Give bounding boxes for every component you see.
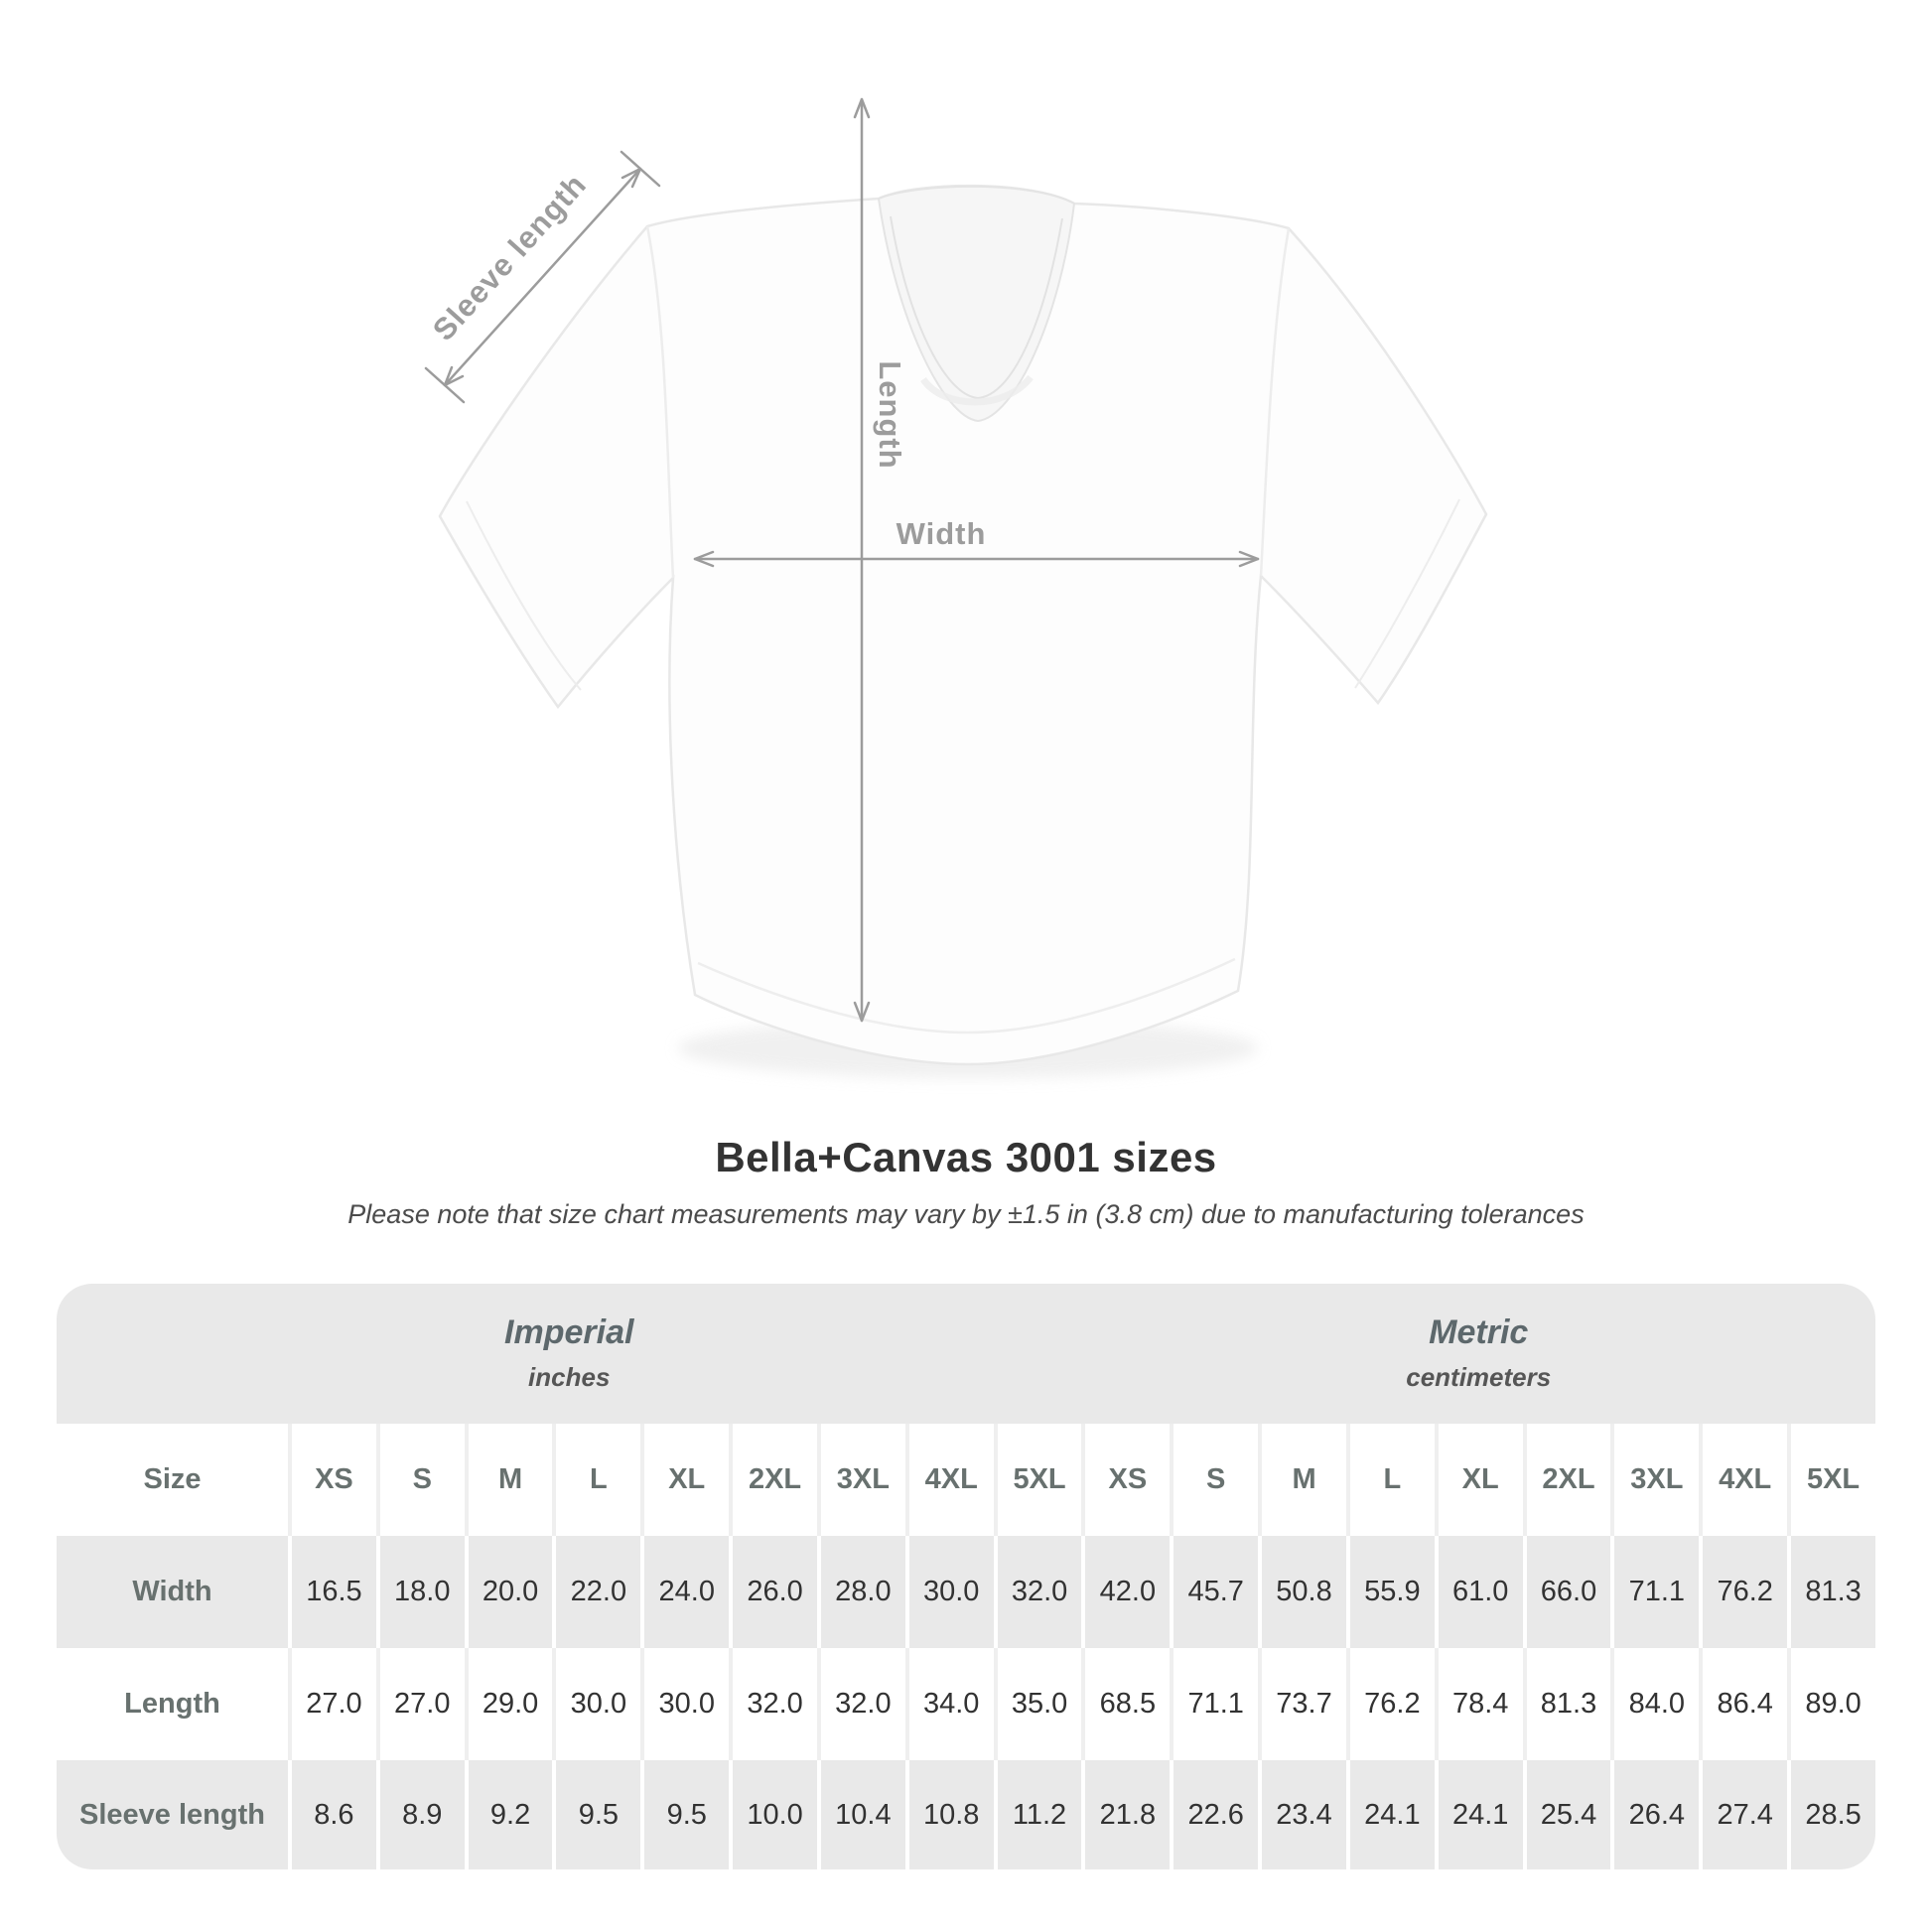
value-cell: 8.6 [288,1760,376,1869]
value-cell: 71.1 [1610,1536,1699,1648]
size-header-imperial: 5XL [994,1424,1082,1536]
length-label: Length [873,360,907,470]
size-header-imperial: XS [288,1424,376,1536]
value-cell: 11.2 [994,1760,1082,1869]
value-cell: 30.0 [552,1648,640,1760]
size-header-imperial: 3XL [817,1424,905,1536]
value-cell: 42.0 [1081,1536,1170,1648]
value-cell: 9.2 [465,1760,553,1869]
value-cell: 24.0 [640,1536,729,1648]
metric-units: centimeters [1406,1361,1552,1392]
size-header-metric: 3XL [1610,1424,1699,1536]
size-header-metric: M [1258,1424,1346,1536]
value-cell: 32.0 [817,1648,905,1760]
value-cell: 84.0 [1610,1648,1699,1760]
value-cell: 55.9 [1346,1536,1435,1648]
value-cell: 50.8 [1258,1536,1346,1648]
value-cell: 68.5 [1081,1648,1170,1760]
value-cell: 10.4 [817,1760,905,1869]
value-cell: 25.4 [1523,1760,1611,1869]
value-cell: 34.0 [905,1648,994,1760]
value-cell: 16.5 [288,1536,376,1648]
size-header-imperial: XL [640,1424,729,1536]
value-cell: 78.4 [1435,1648,1523,1760]
size-header-metric: L [1346,1424,1435,1536]
size-header-row [57,1424,1875,1536]
size-header-imperial: S [376,1424,465,1536]
value-cell: 27.4 [1699,1760,1787,1869]
size-header-metric: 4XL [1699,1424,1787,1536]
size-chart-table [57,1284,1875,1869]
value-cell: 27.0 [288,1648,376,1760]
page-title: Bella+Canvas 3001 sizes [715,1134,1217,1180]
value-cell: 35.0 [994,1648,1082,1760]
size-header-imperial: 2XL [729,1424,817,1536]
unit-section-row [57,1284,1875,1424]
size-column-header: Size [57,1424,288,1536]
value-cell: 26.0 [729,1536,817,1648]
imperial-units: inches [528,1361,611,1392]
page-subtitle: Please note that size chart measurements may vary by ±1.5 in (3.8 cm) due to manufacturing tolerances [347,1199,1585,1229]
value-cell: 30.0 [640,1648,729,1760]
measurement-row [57,1648,1875,1760]
value-cell: 26.4 [1610,1760,1699,1869]
value-cell: 73.7 [1258,1648,1346,1760]
value-cell: 32.0 [729,1648,817,1760]
size-header-metric: 5XL [1787,1424,1875,1536]
value-cell: 30.0 [905,1536,994,1648]
value-cell: 86.4 [1699,1648,1787,1760]
size-header-metric: XL [1435,1424,1523,1536]
row-label: Width [57,1536,288,1648]
measurement-row [57,1536,1875,1648]
value-cell: 20.0 [465,1536,553,1648]
size-header-imperial: M [465,1424,553,1536]
value-cell: 61.0 [1435,1536,1523,1648]
value-cell: 76.2 [1699,1536,1787,1648]
value-cell: 27.0 [376,1648,465,1760]
size-header-metric: 2XL [1523,1424,1611,1536]
value-cell: 29.0 [465,1648,553,1760]
metric-section-header [1081,1284,1875,1424]
imperial-title: Imperial [504,1313,634,1352]
value-cell: 89.0 [1787,1648,1875,1760]
value-cell: 24.1 [1346,1760,1435,1869]
value-cell: 45.7 [1170,1536,1258,1648]
value-cell: 24.1 [1435,1760,1523,1869]
tshirt-image [440,186,1486,1064]
size-header-imperial: 4XL [905,1424,994,1536]
value-cell: 23.4 [1258,1760,1346,1869]
value-cell: 76.2 [1346,1648,1435,1760]
value-cell: 66.0 [1523,1536,1611,1648]
size-header-imperial: L [552,1424,640,1536]
row-label: Sleeve length [57,1760,288,1869]
value-cell: 9.5 [552,1760,640,1869]
value-cell: 22.6 [1170,1760,1258,1869]
value-cell: 21.8 [1081,1760,1170,1869]
value-cell: 28.5 [1787,1760,1875,1869]
size-header-metric: XS [1081,1424,1170,1536]
value-cell: 10.8 [905,1760,994,1869]
row-label: Length [57,1648,288,1760]
width-label: Width [896,516,987,551]
value-cell: 81.3 [1523,1648,1611,1760]
value-cell: 10.0 [729,1760,817,1869]
value-cell: 8.9 [376,1760,465,1869]
sleeve-length-label: Sleeve length [425,167,594,347]
value-cell: 71.1 [1170,1648,1258,1760]
value-cell: 81.3 [1787,1536,1875,1648]
metric-title: Metric [1429,1313,1529,1352]
value-cell: 9.5 [640,1760,729,1869]
value-cell: 22.0 [552,1536,640,1648]
imperial-section-header [57,1284,1081,1424]
size-header-metric: S [1170,1424,1258,1536]
value-cell: 28.0 [817,1536,905,1648]
value-cell: 18.0 [376,1536,465,1648]
measurement-row [57,1760,1875,1869]
value-cell: 32.0 [994,1536,1082,1648]
